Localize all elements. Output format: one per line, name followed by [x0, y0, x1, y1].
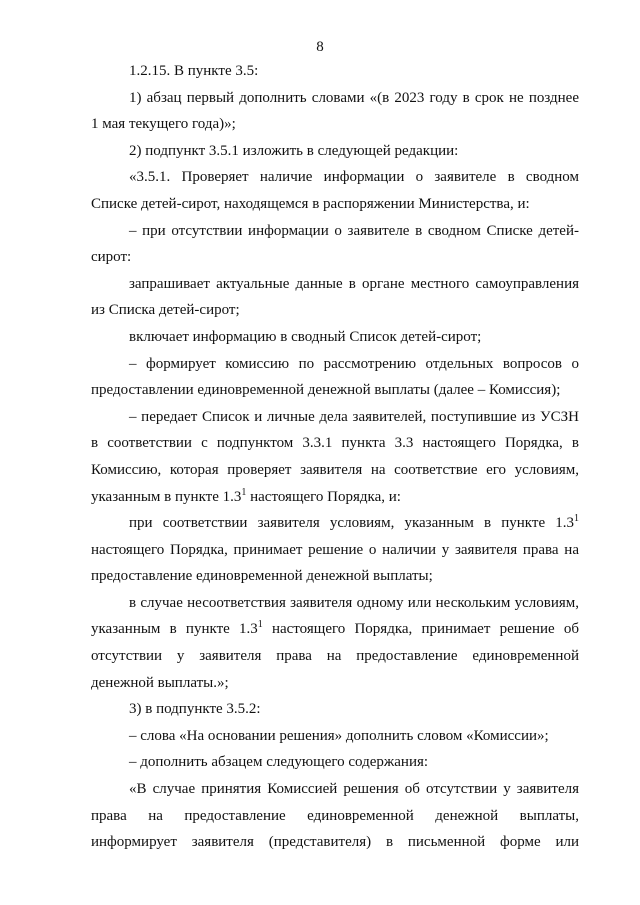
- text-line: Комиссию, которая проверяет заявителя на соответствие его условиям,: [91, 461, 579, 478]
- text-line: [91, 484, 579, 511]
- text-fragment: указанным в пункте 1.3: [91, 621, 258, 638]
- paragraph-7: [91, 324, 579, 351]
- superscript: 1: [257, 619, 263, 631]
- text-line: – формирует комиссию по рассмотрению отдельных вопросов о: [129, 355, 579, 372]
- text-line: в соответствии с подпунктом 3.3.1 пункта 3.3 настоящего Порядка, в: [91, 435, 579, 452]
- text-line: настоящего Порядка, принимает решение о наличии у заявителя права на: [91, 541, 579, 558]
- text-line: предоставлении единовременной денежной выплаты (далее – Комиссия);: [91, 382, 561, 399]
- text-line: права на предоставление единовременной денежной выплаты,: [91, 807, 579, 824]
- text-line: включает информацию в сводный Список детей-сирот;: [129, 328, 482, 345]
- paragraph-3: [91, 138, 579, 165]
- text-fragment: указанным в пункте 1.3: [91, 488, 242, 505]
- paragraph-10: [91, 510, 579, 590]
- paragraph-15: [91, 776, 579, 856]
- paragraph-12: [91, 696, 579, 723]
- paragraph-9: [91, 404, 579, 510]
- text-line: в случае несоответствия заявителя одному или нескольким условиям,: [129, 594, 579, 611]
- paragraph-14: [91, 749, 579, 776]
- text-fragment: настоящего Порядка, и:: [246, 488, 401, 505]
- text-line: из Списка детей-сирот;: [91, 302, 240, 319]
- text-line: «В случае принятия Комиссией решения об отсутствии у заявителя: [129, 781, 579, 798]
- paragraph-13: [91, 723, 579, 750]
- text-line: информирует заявителя (представителя) в письменной форме или: [91, 834, 579, 851]
- text-line: 1 мая текущего года)»;: [91, 116, 236, 133]
- text-line: Списке детей-сирот, находящемся в распоряжении Министерства, и:: [91, 195, 530, 212]
- paragraph-2: [91, 85, 579, 138]
- text-line: «3.5.1. Проверяет наличие информации о заявителе в сводном: [129, 169, 579, 186]
- text-line: 2) подпункт 3.5.1 изложить в следующей редакции:: [129, 142, 459, 159]
- text-line: отсутствии у заявителя права на предоставление единовременной: [91, 648, 579, 665]
- paragraph-1: [91, 58, 579, 85]
- text-line: 1) абзац первый дополнить словами «(в 2023 году в срок не позднее: [129, 89, 579, 106]
- text-fragment: при соответствии заявителя условиям, указанным в пункте 1.3: [129, 515, 574, 532]
- text-line: 3) в подпункте 3.5.2:: [129, 701, 261, 718]
- superscript: 1: [241, 486, 247, 498]
- text-line: – слова «На основании решения» дополнить словом «Комиссии»;: [129, 727, 549, 744]
- text-line: денежной выплаты.»;: [91, 674, 229, 691]
- text-line: предоставление единовременной денежной выплаты;: [91, 568, 433, 585]
- page-number: 8: [316, 39, 324, 55]
- text-line: – при отсутствии информации о заявителе в сводном Списке детей-: [129, 222, 579, 239]
- text-line: [91, 616, 579, 643]
- text-line: [91, 510, 579, 537]
- paragraph-5: [91, 218, 579, 271]
- text-line: – дополнить абзацем следующего содержания:: [129, 754, 429, 771]
- text-line: 1.2.15. В пункте 3.5:: [129, 63, 259, 79]
- text-line: сирот:: [91, 249, 132, 266]
- paragraph-6: [91, 271, 579, 324]
- superscript: 1: [574, 513, 579, 525]
- document-body: [91, 58, 579, 856]
- text-line: запрашивает актуальные данные в органе местного самоуправления: [129, 275, 579, 292]
- paragraph-8: [91, 351, 579, 404]
- paragraph-4: [91, 164, 579, 217]
- paragraph-11: [91, 590, 579, 696]
- text-line: – передает Список и личные дела заявителей, поступившие из УСЗН: [129, 408, 579, 425]
- text-fragment: настоящего Порядка, принимает решение об: [262, 621, 579, 638]
